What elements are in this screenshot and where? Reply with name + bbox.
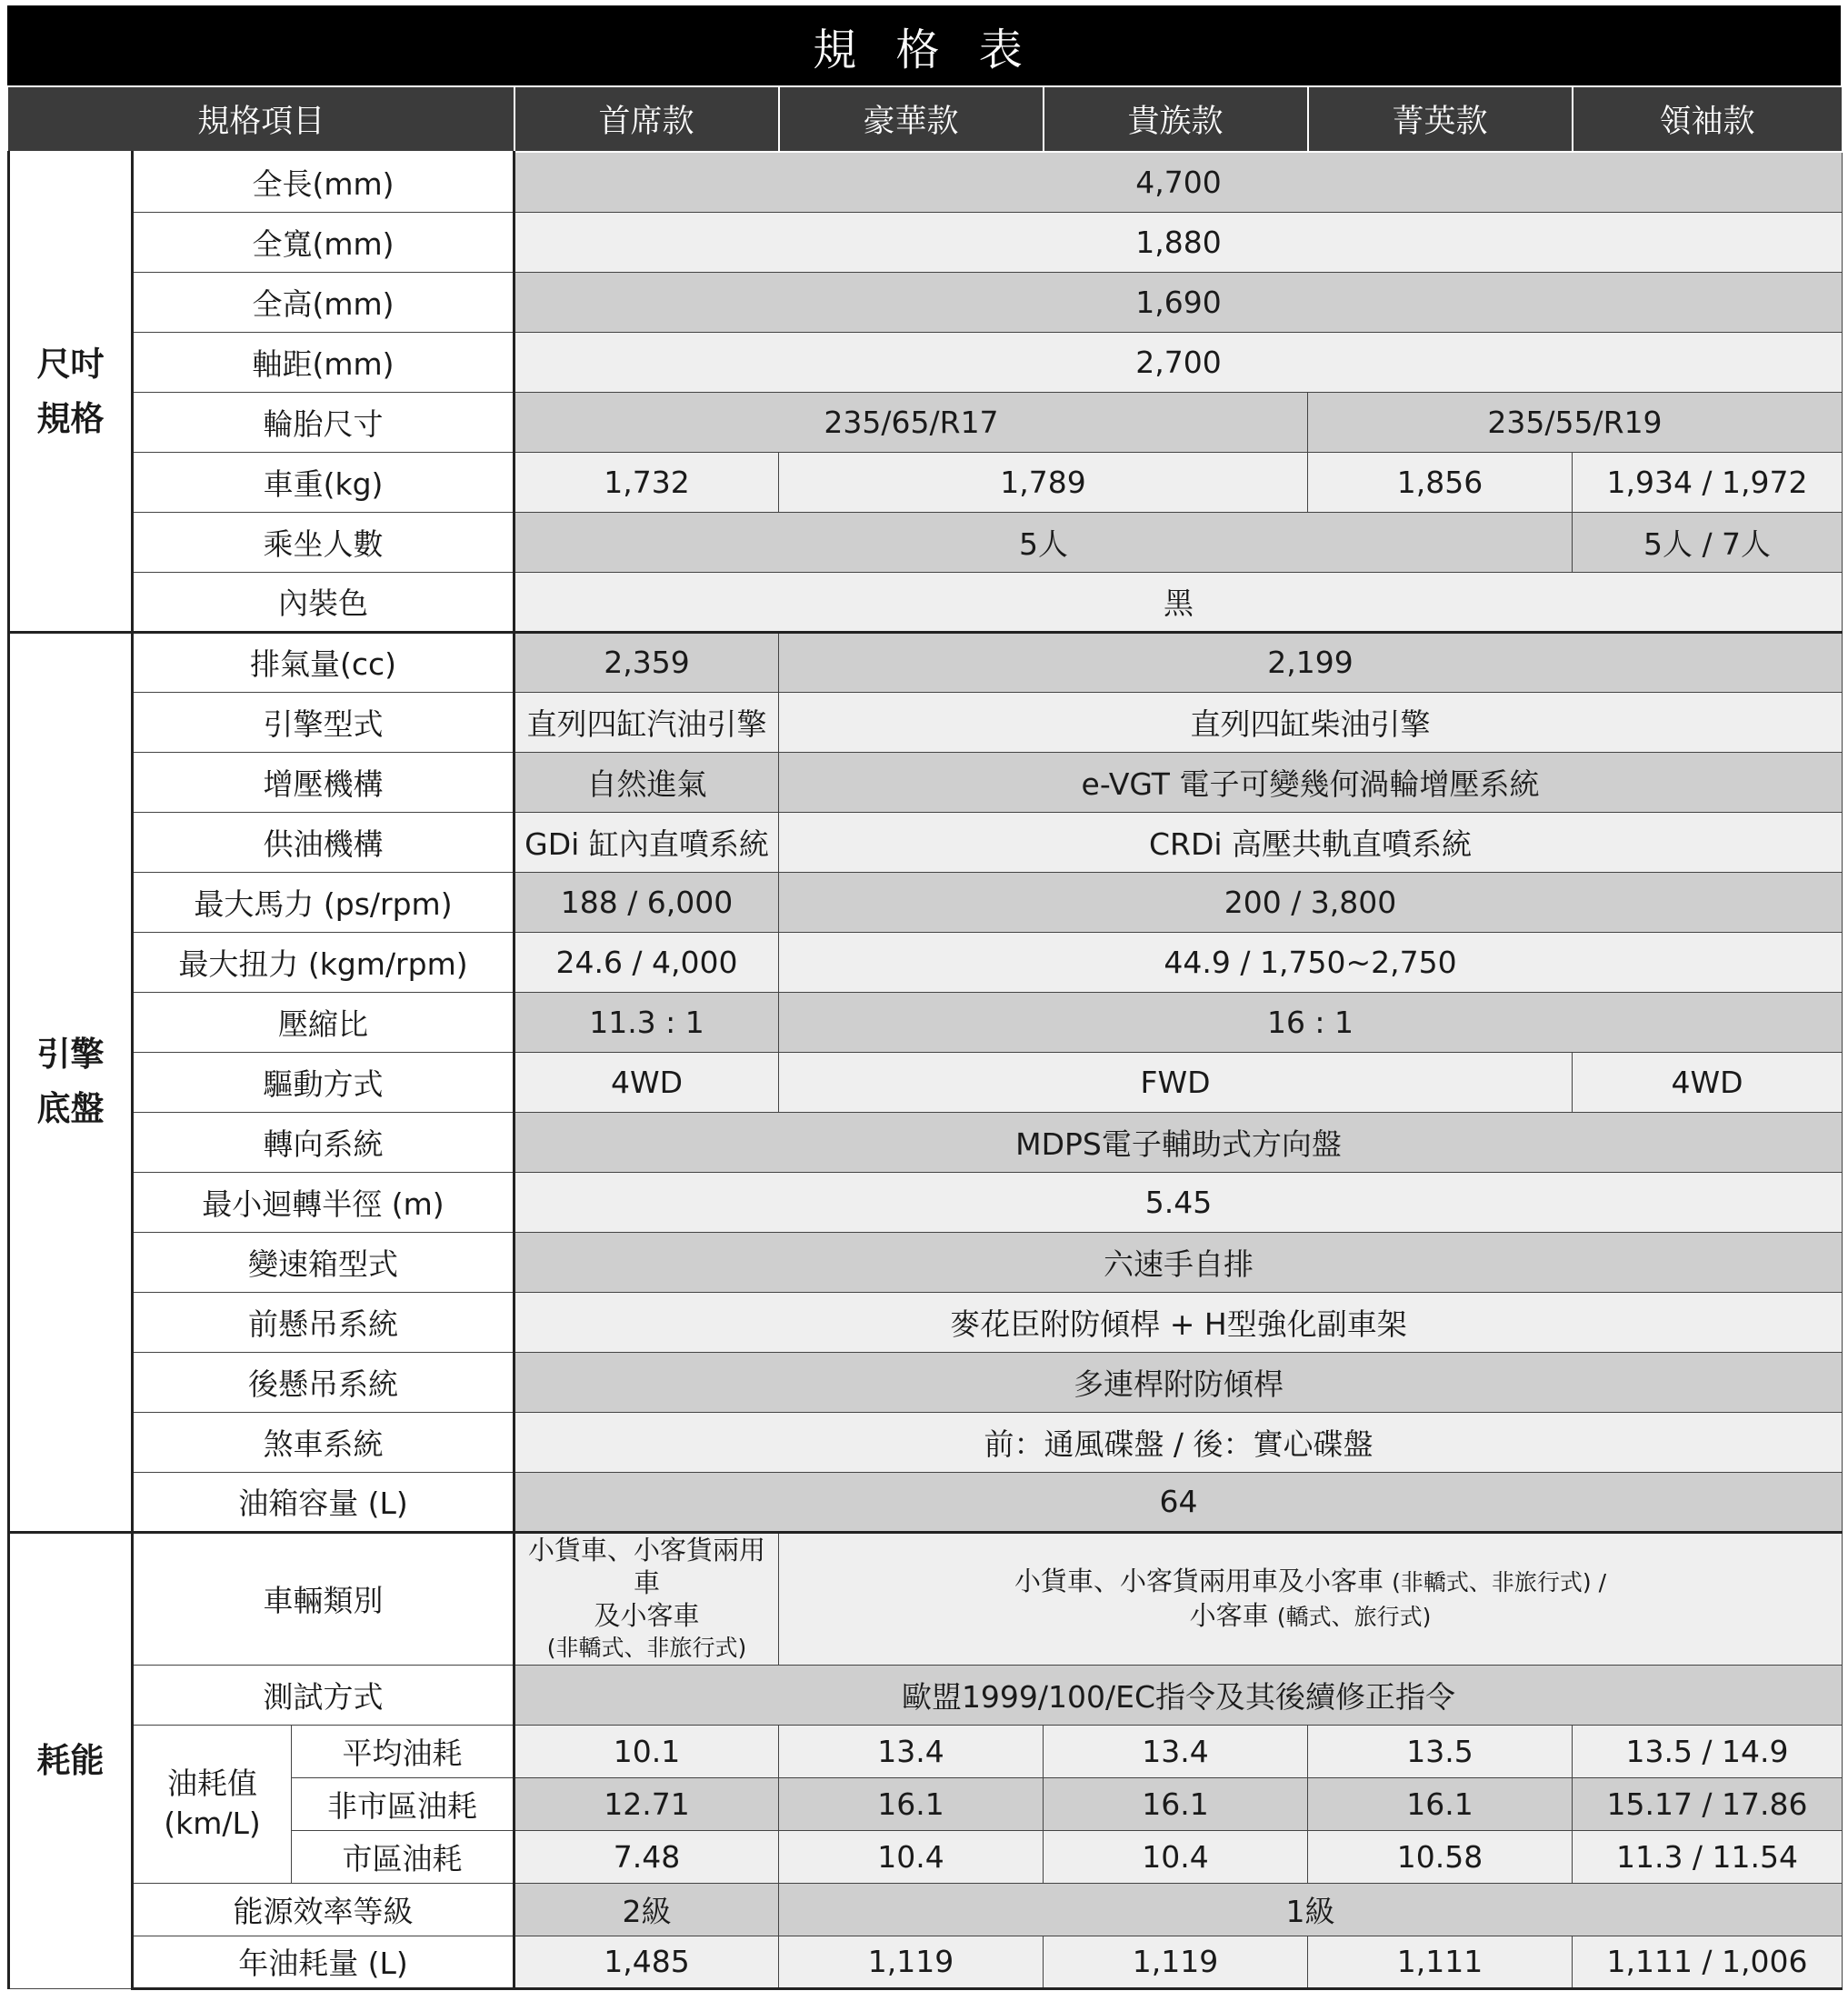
- label-tire: 輪胎尺寸: [133, 392, 514, 452]
- category-1-line1: 小貨車、小客貨兩用車: [527, 1534, 765, 1598]
- value-intake-2: e-VGT 電子可變幾何渦輪增壓系統: [779, 752, 1843, 812]
- value-rear-suspension: 多連桿附防傾桿: [514, 1352, 1843, 1412]
- value-drive-3: 4WD: [1573, 1052, 1843, 1112]
- category-2-line2: [779, 1599, 1842, 1634]
- value-city-4: 10.58: [1308, 1830, 1573, 1883]
- value-drive-2: FWD: [779, 1052, 1573, 1112]
- value-city-1: 7.48: [514, 1830, 779, 1883]
- fuel-group-line1: 油耗值: [167, 1766, 257, 1801]
- value-annual-4: 1,111: [1308, 1936, 1573, 1988]
- row-turning-radius: [9, 1172, 1843, 1232]
- label-efficiency: 能源效率等級: [133, 1883, 514, 1936]
- value-avg-3: 13.4: [1044, 1725, 1308, 1777]
- value-avg-5: 13.5 / 14.9: [1573, 1725, 1843, 1777]
- value-fuel-system-2: CRDi 高壓共軌直噴系統: [779, 812, 1843, 872]
- value-transmission: 六速手自排: [514, 1232, 1843, 1292]
- value-city-3: 10.4: [1044, 1830, 1308, 1883]
- label-avg-fuel: 平均油耗: [292, 1725, 514, 1777]
- value-highway-2: 16.1: [779, 1777, 1044, 1830]
- value-seats-1: 5人: [514, 512, 1573, 572]
- row-brakes: [9, 1412, 1843, 1472]
- value-height: 1,690: [514, 272, 1843, 332]
- category-2-line2-note: (轎式、旅行式): [1276, 1603, 1432, 1630]
- category-2-line1-main: 小貨車、小客貨兩用車及小客車: [1014, 1565, 1384, 1596]
- header-trim-2: 豪華款: [779, 86, 1044, 152]
- label-front-suspension: 前懸吊系統: [133, 1292, 514, 1352]
- value-tire-1: 235/65/R17: [514, 392, 1308, 452]
- label-fuel-system: 供油機構: [133, 812, 514, 872]
- value-city-2: 10.4: [779, 1830, 1044, 1883]
- row-annual: [9, 1936, 1843, 1988]
- value-torque-2: 44.9 / 1,750~2,750: [779, 932, 1843, 992]
- row-tire: [9, 392, 1843, 452]
- value-highway-1: 12.71: [514, 1777, 779, 1830]
- value-tire-2: 235/55/R19: [1308, 392, 1843, 452]
- row-compression: [9, 992, 1843, 1052]
- value-highway-3: 16.1: [1044, 1777, 1308, 1830]
- header-item: 規格項目: [9, 86, 514, 152]
- value-avg-4: 13.5: [1308, 1725, 1573, 1777]
- value-efficiency-1: 2級: [514, 1883, 779, 1936]
- row-efficiency: [9, 1883, 1843, 1936]
- row-transmission: [9, 1232, 1843, 1292]
- row-height: [9, 272, 1843, 332]
- row-fuel-system: [9, 812, 1843, 872]
- value-city-5: 11.3 / 11.54: [1573, 1830, 1843, 1883]
- row-tank: [9, 1472, 1843, 1532]
- row-torque: [9, 932, 1843, 992]
- value-displacement-1: 2,359: [514, 632, 779, 692]
- value-efficiency-2: 1級: [779, 1883, 1843, 1936]
- label-length: 全長(mm): [133, 152, 514, 212]
- row-width: [9, 212, 1843, 272]
- group-size-line2: 規格: [36, 398, 105, 438]
- value-turning-radius: 5.45: [514, 1172, 1843, 1232]
- header-row: [9, 86, 1843, 152]
- value-annual-3: 1,119: [1044, 1936, 1308, 1988]
- value-power-2: 200 / 3,800: [779, 872, 1843, 932]
- row-engine-type: [9, 692, 1843, 752]
- value-weight-1: 1,732: [514, 452, 779, 512]
- table-title: 規 格 表: [7, 5, 1841, 85]
- label-city-fuel: 市區油耗: [292, 1830, 514, 1883]
- label-turning-radius: 最小迴轉半徑 (m): [133, 1172, 514, 1232]
- row-steering: [9, 1112, 1843, 1172]
- label-wheelbase: 軸距(mm): [133, 332, 514, 392]
- label-transmission: 變速箱型式: [133, 1232, 514, 1292]
- row-weight: [9, 452, 1843, 512]
- value-highway-4: 16.1: [1308, 1777, 1573, 1830]
- row-intake: [9, 752, 1843, 812]
- header-trim-1: 首席款: [514, 86, 779, 152]
- row-seats: [9, 512, 1843, 572]
- value-torque-1: 24.6 / 4,000: [514, 932, 779, 992]
- value-wheelbase: 2,700: [514, 332, 1843, 392]
- value-drive-1: 4WD: [514, 1052, 779, 1112]
- label-intake: 增壓機構: [133, 752, 514, 812]
- label-highway-fuel: 非市區油耗: [292, 1777, 514, 1830]
- group-engine-line2: 底盤: [36, 1089, 105, 1128]
- row-avg-fuel: [9, 1725, 1843, 1777]
- group-consumption: 耗能: [9, 1532, 133, 1988]
- value-seats-2: 5人 / 7人: [1573, 512, 1843, 572]
- category-2-line1: [779, 1565, 1842, 1599]
- label-steering: 轉向系統: [133, 1112, 514, 1172]
- value-tank: 64: [514, 1472, 1843, 1532]
- category-1-line2: 及小客車: [594, 1599, 700, 1631]
- row-wheelbase: [9, 332, 1843, 392]
- value-annual-5: 1,111 / 1,006: [1573, 1936, 1843, 1988]
- row-category: [9, 1532, 1843, 1665]
- value-weight-4: 1,934 / 1,972: [1573, 452, 1843, 512]
- category-2-line2-main: 小客車: [1189, 1599, 1269, 1631]
- row-drive: [9, 1052, 1843, 1112]
- fuel-group-line2: (km/L): [164, 1806, 261, 1841]
- value-brakes: 前：通風碟盤 / 後：實心碟盤: [514, 1412, 1843, 1472]
- group-size: [9, 152, 133, 632]
- value-interior: 黑: [514, 572, 1843, 632]
- value-category-1: [514, 1532, 779, 1665]
- value-width: 1,880: [514, 212, 1843, 272]
- label-category: 車輛類別: [133, 1532, 514, 1665]
- label-height: 全高(mm): [133, 272, 514, 332]
- value-weight-2: 1,789: [779, 452, 1308, 512]
- category-1-line3: (非轎式、非旅行式): [546, 1634, 747, 1661]
- label-compression: 壓縮比: [133, 992, 514, 1052]
- row-front-suspension: [9, 1292, 1843, 1352]
- group-size-line1: 尺吋: [36, 344, 105, 384]
- header-trim-5: 領袖款: [1573, 86, 1843, 152]
- label-brakes: 煞車系統: [133, 1412, 514, 1472]
- spec-sheet: [7, 5, 1841, 1990]
- value-length: 4,700: [514, 152, 1843, 212]
- category-2-line1-note: (非轎式、非旅行式) /: [1392, 1568, 1607, 1596]
- header-trim-3: 貴族款: [1044, 86, 1308, 152]
- value-test: 歐盟1999/100/EC指令及其後續修正指令: [514, 1665, 1843, 1725]
- row-test: [9, 1665, 1843, 1725]
- value-fuel-system-1: GDi 缸內直噴系統: [514, 812, 779, 872]
- label-width: 全寬(mm): [133, 212, 514, 272]
- value-front-suspension: 麥花臣附防傾桿 + H型強化副車架: [514, 1292, 1843, 1352]
- value-highway-5: 15.17 / 17.86: [1573, 1777, 1843, 1830]
- label-rear-suspension: 後懸吊系統: [133, 1352, 514, 1412]
- label-engine-type: 引擎型式: [133, 692, 514, 752]
- label-power: 最大馬力 (ps/rpm): [133, 872, 514, 932]
- value-avg-1: 10.1: [514, 1725, 779, 1777]
- value-engine-type-2: 直列四缸柴油引擎: [779, 692, 1843, 752]
- fuel-group: [133, 1725, 292, 1883]
- label-drive: 驅動方式: [133, 1052, 514, 1112]
- spec-table: [7, 85, 1843, 1990]
- group-engine-line1: 引擎: [36, 1035, 105, 1074]
- label-interior: 內裝色: [133, 572, 514, 632]
- label-annual: 年油耗量 (L): [133, 1936, 514, 1988]
- value-weight-3: 1,856: [1308, 452, 1573, 512]
- value-intake-1: 自然進氣: [514, 752, 779, 812]
- value-steering: MDPS電子輔助式方向盤: [514, 1112, 1843, 1172]
- label-displacement: 排氣量(cc): [133, 632, 514, 692]
- value-compression-2: 16 : 1: [779, 992, 1843, 1052]
- value-category-2: [779, 1532, 1843, 1665]
- label-torque: 最大扭力 (kgm/rpm): [133, 932, 514, 992]
- label-tank: 油箱容量 (L): [133, 1472, 514, 1532]
- value-power-1: 188 / 6,000: [514, 872, 779, 932]
- row-length: [9, 152, 1843, 212]
- header-trim-4: 菁英款: [1308, 86, 1573, 152]
- label-weight: 車重(kg): [133, 452, 514, 512]
- value-displacement-2: 2,199: [779, 632, 1843, 692]
- row-rear-suspension: [9, 1352, 1843, 1412]
- row-interior: [9, 572, 1843, 632]
- row-power: [9, 872, 1843, 932]
- value-avg-2: 13.4: [779, 1725, 1044, 1777]
- value-engine-type-1: 直列四缸汽油引擎: [514, 692, 779, 752]
- value-compression-1: 11.3 : 1: [514, 992, 779, 1052]
- group-engine: [9, 632, 133, 1532]
- row-displacement: [9, 632, 1843, 692]
- label-seats: 乘坐人數: [133, 512, 514, 572]
- value-annual-1: 1,485: [514, 1936, 779, 1988]
- value-annual-2: 1,119: [779, 1936, 1044, 1988]
- label-test: 測試方式: [133, 1665, 514, 1725]
